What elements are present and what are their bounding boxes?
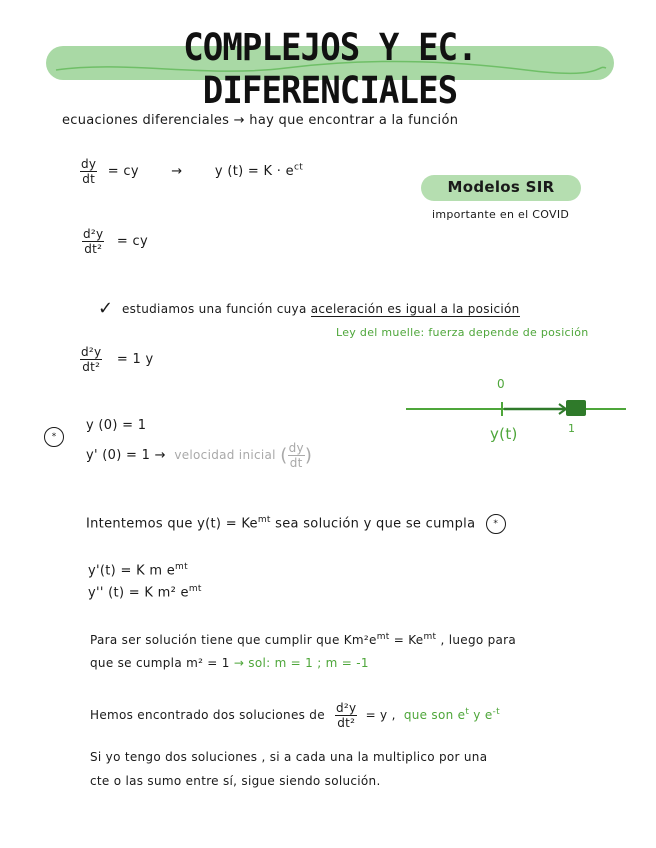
initial-velocity bbox=[86, 442, 312, 469]
frac-den: dt bbox=[82, 172, 96, 186]
star-mark bbox=[44, 426, 64, 447]
cond-line2-pre: que se cumpla m² = 1 bbox=[90, 656, 230, 670]
origin-label: 0 bbox=[497, 377, 505, 391]
found-exp1: t bbox=[465, 707, 470, 717]
fraction-dy-dt bbox=[80, 158, 97, 185]
attempt-post: sea solución y que se cumpla bbox=[270, 516, 476, 532]
attempt-exp: mt bbox=[257, 515, 271, 526]
found-exp2: -t bbox=[492, 707, 500, 717]
accel-text bbox=[122, 302, 520, 316]
eq3-rhs: = 1 y bbox=[116, 352, 154, 367]
cond-mid: = Ke bbox=[389, 633, 424, 647]
found-line bbox=[90, 702, 500, 729]
found-green-pre: que son e bbox=[403, 708, 466, 722]
found-pre: Hemos encontrado dos soluciones de bbox=[90, 708, 325, 722]
found-solutions bbox=[404, 708, 500, 722]
initial-position: y (0) = 1 bbox=[86, 418, 147, 433]
equation-acceleration bbox=[80, 346, 154, 373]
frac-num: d²y bbox=[83, 227, 104, 241]
fraction-d2y-dt2 bbox=[80, 346, 102, 373]
initial-velocity-eq: y' (0) = 1 → bbox=[86, 448, 166, 463]
solutions-note: → sol: m = 1 ; m = -1 bbox=[229, 656, 369, 670]
eq1-exponent: ct bbox=[293, 162, 304, 173]
frac-den: dt bbox=[289, 456, 303, 470]
y2-exp: mt bbox=[188, 584, 202, 594]
y1-exp: mt bbox=[175, 562, 188, 572]
found-green-mid: y e bbox=[469, 708, 493, 722]
frac-num: dy bbox=[81, 157, 97, 171]
frac-den: dt² bbox=[82, 360, 101, 374]
attempt-pre: Intentemos que y(t) = Ke bbox=[86, 516, 258, 532]
intro-text: ecuaciones diferenciales → hay que encontrar a la función bbox=[62, 113, 459, 128]
position-label: y(t) bbox=[490, 425, 518, 443]
frac-den: dt² bbox=[337, 716, 356, 730]
velocity-note: velocidad inicial bbox=[174, 448, 276, 462]
condition-line-2 bbox=[90, 656, 369, 670]
fraction-d2y-dt2 bbox=[335, 702, 357, 729]
accel-text-pre: estudiamos una función cuya bbox=[122, 302, 311, 316]
second-derivative bbox=[88, 584, 202, 600]
attempt-line bbox=[86, 514, 506, 534]
check-icon: ✓ bbox=[98, 298, 114, 319]
eq1-rhs: = cy bbox=[107, 164, 139, 179]
paren-open: ( bbox=[280, 445, 288, 466]
frac-num: d²y bbox=[336, 701, 357, 715]
y1-pre: y'(t) = K m e bbox=[88, 563, 176, 579]
star-circle: * bbox=[44, 427, 64, 447]
closing-line-1: Si yo tengo dos soluciones , si a cada una la multiplico por una bbox=[90, 750, 488, 764]
frac-num: d²y bbox=[81, 345, 102, 359]
cond-exp2: mt bbox=[423, 632, 437, 642]
fraction-d2y-dt2 bbox=[82, 228, 104, 255]
y2-pre: y'' (t) = K m² e bbox=[88, 585, 189, 601]
spring-law-note: Ley del muelle: fuerza depende de posición bbox=[336, 326, 589, 339]
one-label: 1 bbox=[568, 422, 576, 435]
eq1-result: y (t) = K · e bbox=[214, 164, 294, 179]
paren-close: ) bbox=[304, 445, 313, 466]
cond-post: , luego para bbox=[436, 633, 517, 647]
sir-title: Modelos SIR bbox=[447, 178, 555, 196]
mass-block bbox=[566, 400, 586, 416]
equation-second-order bbox=[82, 228, 148, 255]
page-title: COMPLEJOS Y EC. DIFERENCIALES bbox=[183, 26, 477, 112]
first-derivative bbox=[88, 562, 188, 578]
eq2-rhs: = cy bbox=[116, 234, 148, 249]
accel-text-underlined: aceleración es igual a la posición bbox=[310, 302, 520, 316]
fraction-dy-dt-gray bbox=[288, 442, 305, 469]
spring-diagram bbox=[404, 392, 630, 428]
found-mid: = y , bbox=[365, 708, 396, 722]
sir-note: importante en el COVID bbox=[432, 208, 570, 221]
frac-num: dy bbox=[288, 441, 304, 455]
eq1-arrow: → bbox=[171, 164, 183, 179]
closing-line-2: cte o las sumo entre sí, sigue siendo solución. bbox=[90, 774, 381, 788]
cond-pre: Para ser solución tiene que cumplir que Km²e bbox=[90, 633, 377, 647]
equation-first-order bbox=[80, 158, 303, 185]
star-circle: * bbox=[486, 514, 506, 534]
condition-line-1 bbox=[90, 632, 516, 647]
frac-den: dt² bbox=[84, 242, 103, 256]
cond-exp1: mt bbox=[376, 632, 390, 642]
